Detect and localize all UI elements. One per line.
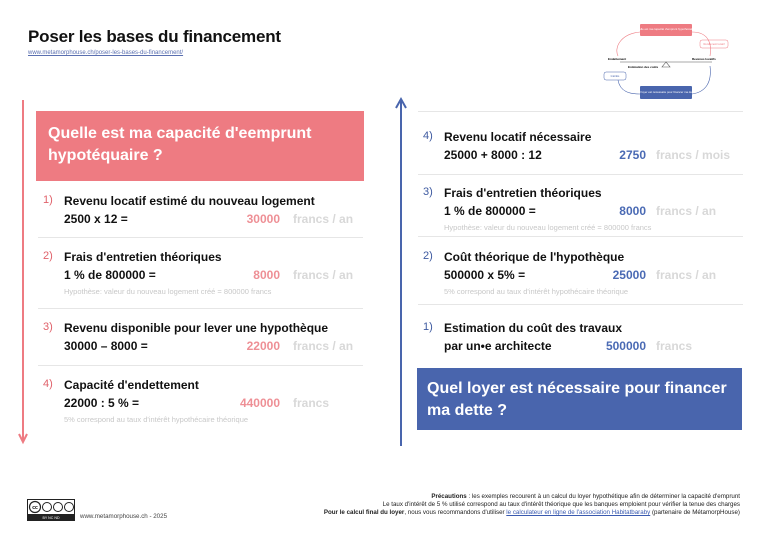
step-unit: francs [656,339,693,353]
site-credit: www.metamorphouse.ch - 2025 [80,513,168,520]
step-unit: francs / mois [656,148,731,162]
step-unit: francs / an [293,339,354,353]
step-value: 8000 [619,204,646,218]
step-calc: 2500 x 12 = [64,212,128,226]
step-calc: 500000 x 5% = [444,268,526,282]
cc-license-icon [27,499,75,521]
rent-footer-text: Quel loyer est nécessaire pour financer ma dette ? [427,380,727,419]
step-number: 3) [43,321,53,333]
divider [418,111,743,112]
step-value: 2750 [619,148,646,162]
capacity-header-box [36,111,364,181]
step-value: 22000 [246,339,280,353]
step-value: 440000 [239,396,280,410]
step-calc: par un•e architecte [444,339,552,353]
step-number: 2) [423,250,433,262]
step-unit: francs [293,396,330,410]
divider [418,236,743,237]
step-calc: 1 % de 800000 = [444,204,536,218]
page-title: Poser les bases du financement [28,27,281,46]
precautions-note: Précautions : les exemples recourent à un calcul du loyer hypothétique afin de déterminer la capacité d'emprunt Le taux d'intérêt de 5 % utilisé correspond au taux d'intérêt théorique que les banques emploient pour vérifier la tenue des charges Pour le calcul final du loyer, nous vous recommandons d'utiliser le calculateur en ligne de l'association Habitatbaraby (partenaire de MétamorpHouse) [323,493,740,516]
license-label: BY NC ND [42,516,60,520]
step-value: 25000 [612,268,646,282]
step-title: Revenu locatif estimé du nouveau logement [64,194,315,208]
mini-left-low-label: Intérêts [610,75,620,78]
step-note: Hypothèse: valeur du nouveau logement créé = 800000 francs [64,287,272,296]
step-number: 1) [43,194,53,206]
divider [418,174,743,175]
mini-diagram [600,22,730,102]
mini-right-label: Rendement locatif [703,43,725,46]
step-title: Revenu disponible pour lever une hypothèque [64,321,329,335]
step-note: 5% correspond au taux d'intérêt hypothécaire théorique [444,287,629,296]
step-title: Revenu locatif nécessaire [444,130,592,144]
mini-center-label: Estimation des coûts [628,65,659,69]
step-value: 500000 [605,339,646,353]
capacity-header-text: Quelle est ma capacité d'eemprunt hypotéquaire ? [48,125,312,164]
step-unit: francs / an [656,204,717,218]
divider [38,237,363,238]
step-number: 2) [43,250,53,262]
page-url-link[interactable]: www.metamorphouse.ch/poser-les-bases-du-financement/ [28,50,184,56]
divider [418,304,743,305]
step-note: 5% correspond au taux d'intérêt hypothécaire théorique [64,415,249,424]
divider [38,365,363,366]
step-number: 4) [43,378,53,390]
step-title: Estimation du coût des travaux [444,321,623,335]
step-unit: francs / an [293,268,354,282]
step-number: 3) [423,186,433,198]
step-title: Frais d'entretien théoriques [444,186,602,200]
mini-bottom-label: Quel loyer est nécessaire pour financer ma dette ? [634,90,698,94]
step-value: 30000 [246,212,280,226]
step-calc: 25000 + 8000 : 12 [444,148,542,162]
mini-right-mid-label: Revenus locatifs [692,57,716,61]
mini-left-mid-label: Endettement [608,57,627,61]
step-title: Capacité d'endettement [64,378,199,392]
down-arrow-icon [18,100,28,445]
calculator-link[interactable]: le calculateur en ligne de l'association Habitatbaraby [506,509,651,516]
step-number: 4) [423,130,433,142]
svg-text:cc: cc [32,505,38,511]
rent-footer-box [417,368,742,430]
step-number: 1) [423,321,433,333]
step-unit: francs / an [656,268,717,282]
up-arrow-icon [395,96,407,446]
step-calc: 1 % de 800000 = [64,268,156,282]
step-value: 8000 [253,268,280,282]
mini-top-label: Quelle est ma capacité d'emprunt hypothécaire ? [635,27,697,31]
step-title: Frais d'entretien théoriques [64,250,222,264]
step-title: Coût théorique de l'hypothèque [444,250,625,264]
divider [38,308,363,309]
step-calc: 22000 : 5 % = [64,396,140,410]
step-unit: francs / an [293,212,354,226]
step-note: Hypothèse: valeur du nouveau logement créé = 800000 francs [444,223,652,232]
step-calc: 30000 – 8000 = [64,339,148,353]
